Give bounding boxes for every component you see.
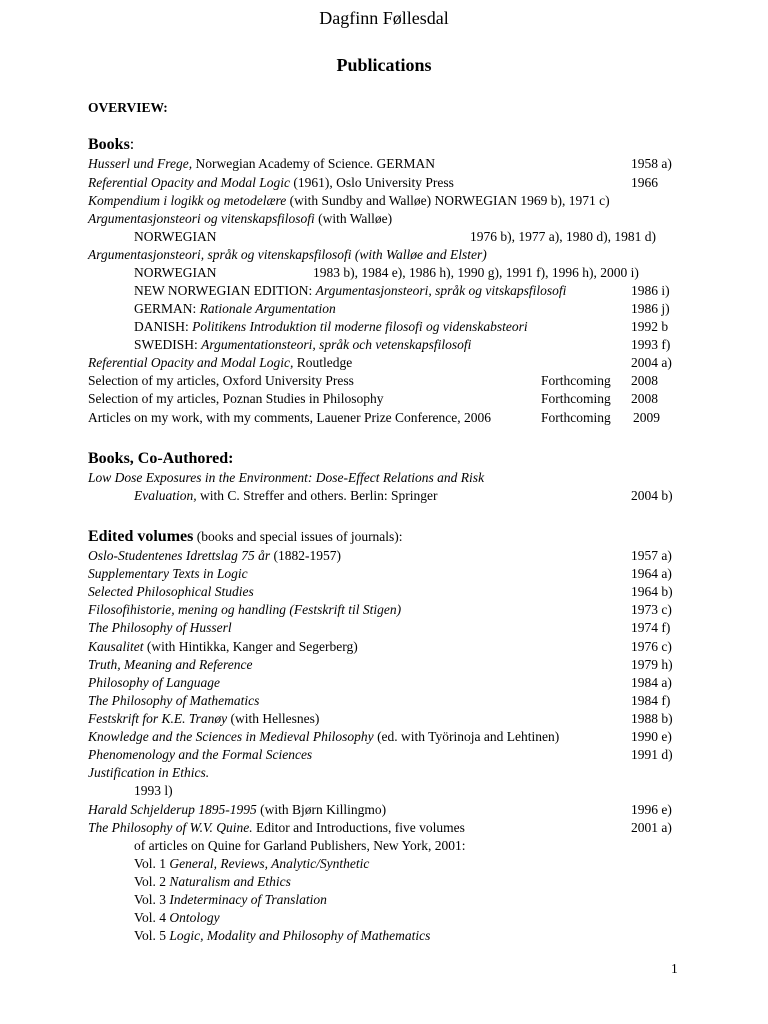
book-details: Selection of my articles, Poznan Studies in Philosophy <box>88 391 384 406</box>
book-details: Articles on my work, with my comments, Lauener Prize Conference, 2006 <box>88 410 492 425</box>
edited-entry <box>88 801 386 819</box>
edition-entry <box>134 300 336 318</box>
edited-details: Editor and Introductions, five volumes <box>252 820 465 835</box>
edited-entry <box>88 583 254 601</box>
edition-entry <box>134 318 528 336</box>
book-title: Husserl und Frege, <box>88 156 193 171</box>
volume-title: General, Reviews, Analytic/Synthetic <box>169 856 370 871</box>
book-details: (with Walløe) <box>314 211 393 226</box>
volume-entry <box>134 927 430 945</box>
book-details: Routledge <box>293 355 353 370</box>
edited-year: 1964 a) <box>631 566 672 581</box>
volume-number: Vol. 5 <box>134 928 170 943</box>
edited-title: Oslo-Studentenes Idrettslag 75 år <box>88 548 271 563</box>
edited-entry <box>88 746 312 764</box>
edited-details: (ed. with Työrinoja and Lehtinen) <box>373 729 560 744</box>
book-year: 1966 <box>631 175 658 190</box>
book-entry <box>88 210 392 228</box>
author-name: Dagfinn Føllesdal <box>319 8 449 28</box>
book-title: Argumentasjonsteori og vitenskapsfilosofi <box>88 211 315 226</box>
edited-year: 1973 c) <box>631 602 672 617</box>
volume-entry <box>134 891 327 909</box>
edited-title: Justification in Ethics. <box>88 765 210 780</box>
book-year: 1986 i) <box>631 283 670 298</box>
book-year: 1986 j) <box>631 301 670 316</box>
coauthored-title: Low Dose Exposures in the Environment: Dose-Effect Relations and Risk <box>88 470 485 485</box>
edited-entry <box>88 764 209 782</box>
edited-details: (with Bjørn Killingmo) <box>256 802 387 817</box>
edited-entry <box>88 619 232 637</box>
book-title: Kompendium i logikk og metodelære <box>88 193 287 208</box>
book-title: Referential Opacity and Modal Logic <box>88 175 290 190</box>
book-years: 1983 b), 1984 e), 1986 h), 1990 g), 1991 f), 1996 h), 2000 i) <box>313 265 639 280</box>
edition-entry <box>134 282 566 300</box>
edited-year: 1991 d) <box>631 747 673 762</box>
edition-title: Argumentasjonsteori, språk og vitskapsfilosofi <box>315 283 567 298</box>
edited-entry <box>88 638 358 656</box>
book-details: Selection of my articles, Oxford University Press <box>88 373 354 388</box>
edited-title: The Philosophy of Mathematics <box>88 693 260 708</box>
volume-number: Vol. 4 <box>134 910 170 925</box>
edited-entry <box>88 674 220 692</box>
edited-title: The Philosophy of W.V. Quine. <box>88 820 253 835</box>
overview-heading: OVERVIEW: <box>88 100 168 115</box>
coauthored-year: 2004 b) <box>631 488 673 503</box>
edited-entry <box>88 710 319 728</box>
edited-details: (with Hintikka, Kanger and Segerberg) <box>143 639 358 654</box>
edited-year: 1976 c) <box>631 639 672 654</box>
books-heading-text: Books <box>88 136 130 153</box>
book-year: 2008 <box>631 391 658 406</box>
edited-entry <box>88 819 465 837</box>
book-year: 1993 f) <box>631 337 671 352</box>
edited-year: 1984 f) <box>631 693 671 708</box>
edited-year: 1988 b) <box>631 711 673 726</box>
edited-title: Filosofihistorie, mening og handling (Festskrift til Stigen) <box>88 602 402 617</box>
edition-language: NORWEGIAN <box>134 229 217 244</box>
coauthored-title-cont: Evaluation, <box>134 488 197 503</box>
edited-title: Philosophy of Language <box>88 675 220 690</box>
volume-number: Vol. 1 <box>134 856 170 871</box>
book-year: 1992 b <box>631 319 669 334</box>
edited-entry <box>88 601 401 619</box>
book-title: Argumentasjonsteori, språk og vitenskapsfilosofi (with Walløe and Elster) <box>88 247 487 262</box>
edited-title: Harald Schjelderup 1895-1995 <box>88 802 257 817</box>
volume-entry <box>134 873 291 891</box>
page-number: 1 <box>671 961 678 976</box>
edited-year: 1957 a) <box>631 548 672 563</box>
edited-year: 1974 f) <box>631 620 671 635</box>
book-years: 1976 b), 1977 a), 1980 d), 1981 d) <box>470 229 656 244</box>
edition-language: NEW NORWEGIAN EDITION: <box>134 283 316 298</box>
edited-title: Phenomenology and the Formal Sciences <box>88 747 313 762</box>
edited-year: 1996 e) <box>631 802 672 817</box>
edition-language: SWEDISH: <box>134 337 202 352</box>
edited-heading-note: (books and special issues of journals): <box>193 529 403 544</box>
volume-entry <box>134 909 220 927</box>
coauthored-entry <box>134 487 437 505</box>
book-status: Forthcoming <box>541 410 611 425</box>
edited-entry <box>88 547 341 565</box>
edited-heading-text: Edited volumes <box>88 528 194 545</box>
edited-title: Selected Philosophical Studies <box>88 584 254 599</box>
book-status: Forthcoming <box>541 391 611 406</box>
edited-year: 1990 e) <box>631 729 672 744</box>
volume-number: Vol. 3 <box>134 892 170 907</box>
coauthored-details: with C. Streffer and others. Berlin: Springer <box>196 488 438 503</box>
book-entry <box>88 192 610 210</box>
edited-title: Knowledge and the Sciences in Medieval Philosophy <box>88 729 374 744</box>
edition-title: Argumentationsteori, språk och vetenskapsfilosofi <box>201 337 472 352</box>
books-heading-colon: : <box>129 136 135 153</box>
edited-details: (with Hellesnes) <box>227 711 320 726</box>
edited-title: Festskrift for K.E. Tranøy <box>88 711 228 726</box>
edited-entry <box>88 656 252 674</box>
page-title: Publications <box>336 55 432 75</box>
edited-details-cont: of articles on Quine for Garland Publishers, New York, 2001: <box>134 838 466 853</box>
book-status: Forthcoming <box>541 373 611 388</box>
book-year: 1958 a) <box>631 156 672 171</box>
edited-entry <box>88 692 259 710</box>
edited-year: 2001 a) <box>631 820 672 835</box>
edited-entry <box>88 565 248 583</box>
edited-title: Truth, Meaning and Reference <box>88 657 253 672</box>
volume-title: Logic, Modality and Philosophy of Mathematics <box>169 928 431 943</box>
book-year: 2004 a) <box>631 355 672 370</box>
book-entry <box>88 174 454 192</box>
edited-title: Supplementary Texts in Logic <box>88 566 248 581</box>
edited-year-cont: 1993 l) <box>134 783 173 798</box>
volume-number: Vol. 2 <box>134 874 170 889</box>
book-entry <box>88 354 352 372</box>
edition-language: DANISH: <box>134 319 193 334</box>
volume-entry <box>134 855 369 873</box>
edition-entry <box>134 336 471 354</box>
book-details: (with Sundby and Walløe) NORWEGIAN 1969 b), 1971 c) <box>286 193 610 208</box>
edited-entry <box>88 728 559 746</box>
edited-title: The Philosophy of Husserl <box>88 620 232 635</box>
book-details: Norwegian Academy of Science. GERMAN <box>192 156 436 171</box>
book-entry <box>88 155 435 173</box>
edition-title: Politikens Introduktion til moderne filosofi og videnskabsteori <box>192 319 528 334</box>
volume-title: Naturalism and Ethics <box>169 874 291 889</box>
volume-title: Indeterminacy of Translation <box>169 892 327 907</box>
edition-title: Rationale Argumentation <box>199 301 336 316</box>
edited-year: 1964 b) <box>631 584 673 599</box>
volume-title: Ontology <box>169 910 220 925</box>
edition-language: GERMAN: <box>134 301 200 316</box>
book-title: Referential Opacity and Modal Logic, <box>88 355 294 370</box>
edited-heading <box>88 528 403 546</box>
books-heading <box>88 136 134 154</box>
book-year: 2008 <box>631 373 658 388</box>
edited-year: 1984 a) <box>631 675 672 690</box>
book-details: (1961), Oslo University Press <box>289 175 454 190</box>
edition-language: NORWEGIAN <box>134 265 217 280</box>
book-year: 2009 <box>633 410 660 425</box>
edited-details: (1882-1957) <box>270 548 341 563</box>
edited-title: Kausalitet <box>88 639 144 654</box>
coauthored-heading: Books, Co-Authored: <box>88 450 234 467</box>
edited-year: 1979 h) <box>631 657 673 672</box>
